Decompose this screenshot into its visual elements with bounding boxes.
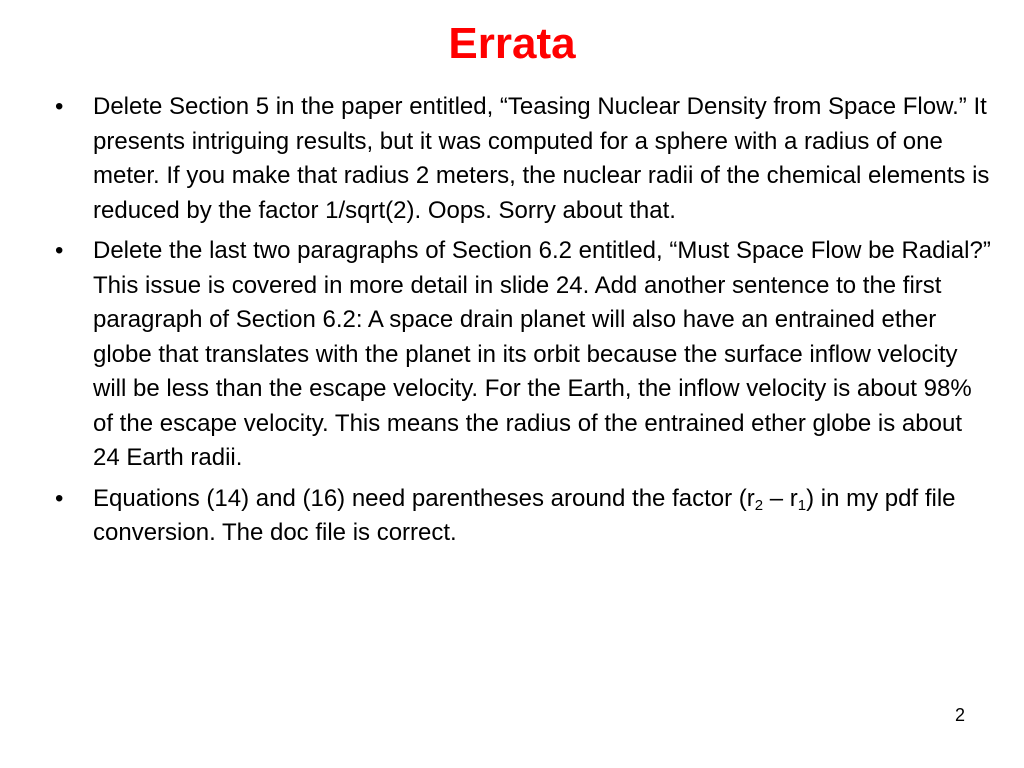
bullet-glyph: •: [55, 484, 64, 512]
bullet-item-section-6-2: [53, 234, 993, 476]
bullet-text: [93, 485, 956, 547]
bullet-glyph: •: [55, 237, 64, 264]
slide-title: Errata: [448, 19, 576, 68]
bullet-text: Delete the last two paragraphs of Section 6.2 entitled, “Must Space Flow be Radial?” This issue is covered in more detail in slide 24. Add another sentence to the first paragraph of Section 6.2: A space drain planet will also have an entrained ether globe that translates with the planet in its orbit because the surface inflow velocity will be less than the escape velocity. For the Earth, the inflow velocity is about 98% of the escape velocity. This means the radius of the entrained ether globe is about 24 Earth radii.: [93, 237, 991, 471]
subscript-1: 1: [797, 496, 807, 514]
bullet-item-equations: [53, 482, 993, 551]
bullet-list: [53, 90, 993, 557]
subscript-2: 2: [754, 496, 764, 514]
page-number: 2: [954, 705, 965, 725]
equation-text-part: ) in my pdf file conversion. The doc file is correct.: [93, 484, 956, 546]
bullet-glyph: •: [55, 93, 64, 120]
bullet-text: Delete Section 5 in the paper entitled, “Teasing Nuclear Density from Space Flow.” It presents intriguing results, but it was computed for a sphere with a radius of one meter. If you make that radius 2 meters, the nuclear radii of the chemical elements is reduced by the factor 1/sqrt(2). Oops. Sorry about that.: [93, 93, 990, 224]
bullet-item-section-5: [53, 90, 993, 228]
equation-text-part: Equations (14) and (16) need parentheses around the factor (r: [93, 484, 755, 512]
equation-text-part: – r: [763, 484, 798, 512]
